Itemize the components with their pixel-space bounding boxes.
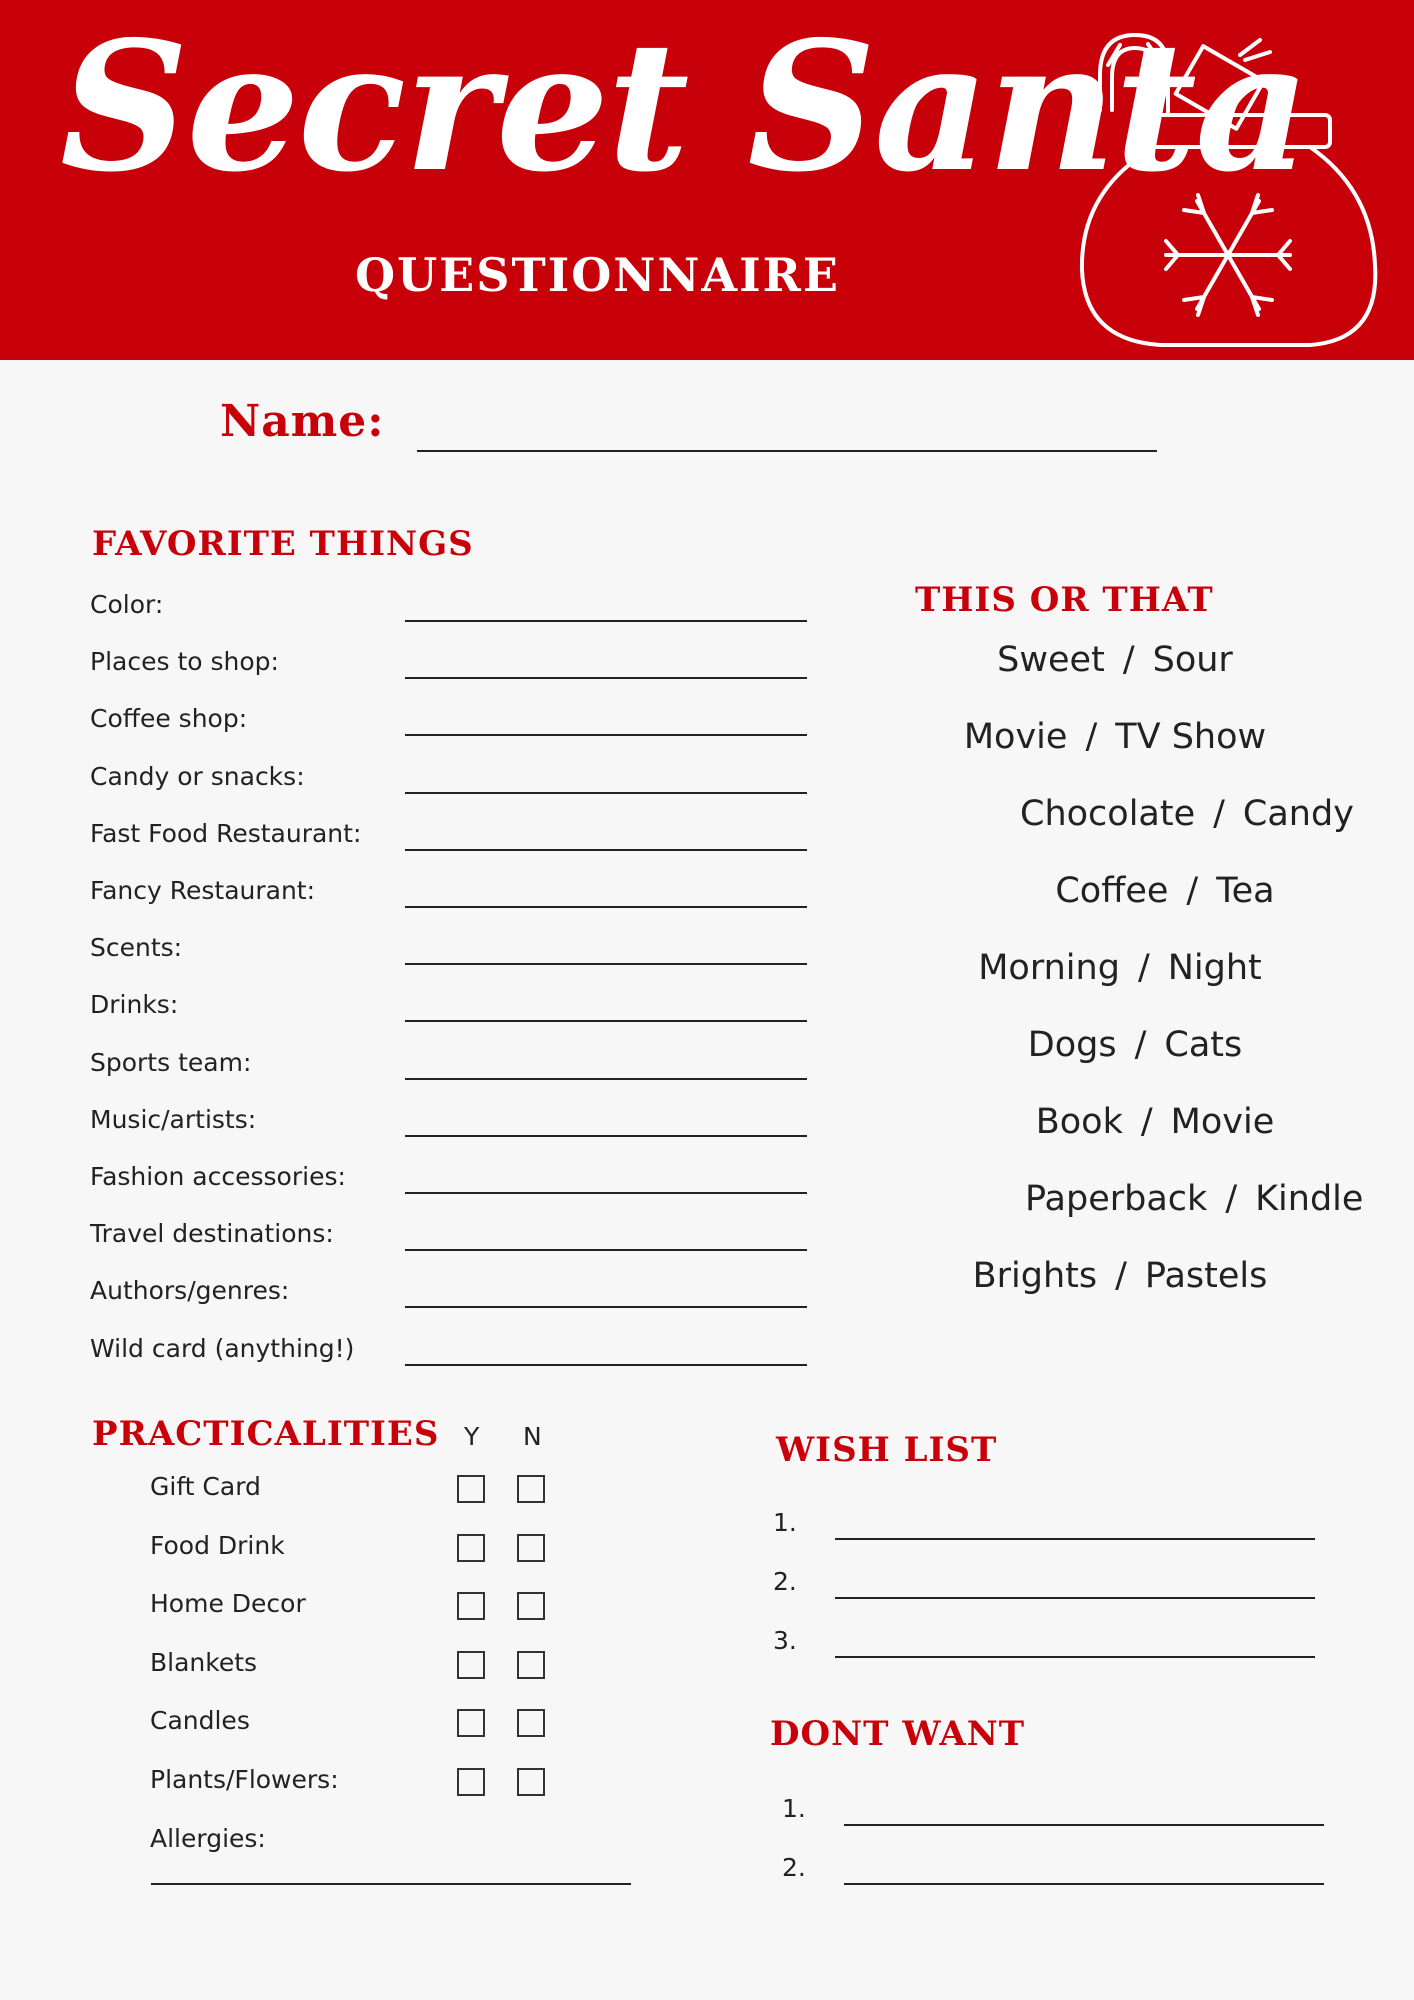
practicality-item-label: Gift Card <box>150 1472 261 1501</box>
this-or-that-row <box>955 948 1285 988</box>
option-b[interactable]: Tea <box>1216 871 1275 911</box>
favorite-item-label: Fancy Restaurant: <box>90 876 316 905</box>
yes-column-label: Y <box>464 1422 480 1451</box>
no-checkbox[interactable] <box>517 1709 545 1737</box>
wish-list-heading: WISH LIST <box>776 1430 998 1470</box>
favorite-item-input-line[interactable] <box>405 677 807 679</box>
favorite-item-label: Places to shop: <box>90 647 279 677</box>
practicality-item-label: Home Decor <box>150 1589 306 1619</box>
yes-checkbox[interactable] <box>457 1592 485 1620</box>
yes-checkbox[interactable] <box>457 1651 485 1679</box>
favorite-item-label: Wild card (anything!) <box>90 1333 355 1363</box>
dont-want-number: 2. <box>782 1853 806 1882</box>
favorite-item-label: Scents: <box>90 933 183 963</box>
option-separator: / <box>1134 1025 1147 1065</box>
option-a[interactable]: Book <box>1035 1102 1123 1142</box>
option-a[interactable]: Morning <box>978 948 1120 988</box>
option-b[interactable]: Kindle <box>1255 1179 1364 1219</box>
favorite-item-label: Fashion accessories: <box>90 1162 346 1191</box>
practicality-item-label: Plants/Flowers: <box>150 1765 339 1794</box>
practicality-item-label: Blankets <box>150 1647 258 1677</box>
dont-want-input-line[interactable] <box>844 1883 1324 1885</box>
option-b[interactable]: Pastels <box>1144 1256 1268 1296</box>
name-label: Name: <box>220 396 385 447</box>
wish-list-input-line[interactable] <box>835 1538 1315 1540</box>
page-title: Secret Santa <box>60 2 1309 211</box>
option-a[interactable]: Movie <box>963 717 1068 757</box>
favorite-item-input-line[interactable] <box>405 1192 807 1194</box>
gift-bag-icon <box>1060 20 1390 355</box>
favorite-item-label: Candy or snacks: <box>90 761 305 791</box>
favorite-item-label: Fast Food Restaurant: <box>90 818 362 848</box>
practicalities-heading: PRACTICALITIES <box>92 1414 440 1454</box>
option-separator: / <box>1225 1179 1238 1219</box>
option-separator: / <box>1186 871 1199 911</box>
favorite-item-input-line[interactable] <box>405 1306 807 1308</box>
option-a[interactable]: Brights <box>972 1256 1098 1296</box>
option-a[interactable]: Sweet <box>997 640 1105 680</box>
this-or-that-row <box>950 640 1280 680</box>
favorite-item-input-line[interactable] <box>405 734 807 736</box>
yes-checkbox[interactable] <box>457 1768 485 1796</box>
wish-list-number: 1. <box>773 1508 797 1537</box>
dont-want-number: 1. <box>782 1794 806 1823</box>
option-separator: / <box>1085 717 1098 757</box>
option-b[interactable]: Candy <box>1242 794 1354 834</box>
favorite-item-label: Color: <box>90 590 164 619</box>
name-input-line[interactable] <box>417 450 1157 452</box>
option-b[interactable]: Cats <box>1164 1025 1243 1065</box>
header-banner <box>0 0 1414 360</box>
this-or-that-row <box>955 1256 1285 1296</box>
practicality-item-label: Candles <box>150 1706 250 1736</box>
option-a[interactable]: Dogs <box>1027 1025 1117 1065</box>
no-checkbox[interactable] <box>517 1768 545 1796</box>
favorite-item-input-line[interactable] <box>405 1364 807 1366</box>
allergies-label: Allergies: <box>150 1824 266 1853</box>
favorite-item-input-line[interactable] <box>405 849 807 851</box>
no-checkbox[interactable] <box>517 1651 545 1679</box>
option-b[interactable]: Night <box>1167 948 1262 988</box>
this-or-that-row <box>950 717 1280 757</box>
wish-list-input-line[interactable] <box>835 1656 1315 1658</box>
favorite-item-label: Sports team: <box>90 1047 252 1077</box>
option-b[interactable]: TV Show <box>1115 717 1267 757</box>
favorite-item-input-line[interactable] <box>405 620 807 622</box>
option-a[interactable]: Chocolate <box>1020 794 1196 834</box>
no-column-label: N <box>523 1422 542 1451</box>
no-checkbox[interactable] <box>517 1592 545 1620</box>
option-separator: / <box>1140 1102 1153 1142</box>
favorite-item-label: Travel destinations: <box>90 1219 334 1249</box>
favorite-item-input-line[interactable] <box>405 792 807 794</box>
favorite-item-input-line[interactable] <box>405 1135 807 1137</box>
option-b[interactable]: Sour <box>1152 640 1233 680</box>
this-or-that-row <box>1020 794 1354 834</box>
option-separator: / <box>1213 794 1225 834</box>
this-or-that-row <box>990 1102 1320 1142</box>
yes-checkbox[interactable] <box>457 1709 485 1737</box>
option-separator: / <box>1122 640 1135 680</box>
favorite-item-input-line[interactable] <box>405 1078 807 1080</box>
option-b[interactable]: Movie <box>1170 1102 1275 1142</box>
option-a[interactable]: Paperback <box>1025 1179 1208 1219</box>
dont-want-input-line[interactable] <box>844 1824 1324 1826</box>
this-or-that-row <box>970 1025 1300 1065</box>
no-checkbox[interactable] <box>517 1475 545 1503</box>
wish-list-number: 2. <box>773 1567 797 1596</box>
yes-checkbox[interactable] <box>457 1534 485 1562</box>
favorite-item-label: Drinks: <box>90 990 179 1020</box>
favorite-item-input-line[interactable] <box>405 1249 807 1251</box>
option-separator: / <box>1137 948 1150 988</box>
option-separator: / <box>1115 1256 1127 1296</box>
favorite-item-label: Coffee shop: <box>90 704 248 734</box>
favorite-item-input-line[interactable] <box>405 906 807 908</box>
no-checkbox[interactable] <box>517 1534 545 1562</box>
this-or-that-heading: THIS OR THAT <box>915 580 1214 620</box>
practicality-item-label: Food Drink <box>150 1530 285 1560</box>
this-or-that-row <box>1000 871 1330 911</box>
favorite-item-input-line[interactable] <box>405 1020 807 1022</box>
favorite-item-label: Music/artists: <box>90 1104 257 1134</box>
wish-list-input-line[interactable] <box>835 1597 1315 1599</box>
dont-want-heading: DONT WANT <box>770 1714 1026 1754</box>
favorite-item-label: Authors/genres: <box>90 1276 290 1306</box>
allergies-input-line[interactable] <box>151 1883 631 1885</box>
page-subtitle: QUESTIONNAIRE <box>355 248 840 302</box>
favorite-item-input-line[interactable] <box>405 963 807 965</box>
option-a[interactable]: Coffee <box>1055 871 1169 911</box>
favorite-things-heading: FAVORITE THINGS <box>92 524 474 564</box>
this-or-that-row <box>1025 1179 1364 1219</box>
wish-list-number: 3. <box>773 1626 797 1655</box>
yes-checkbox[interactable] <box>457 1475 485 1503</box>
